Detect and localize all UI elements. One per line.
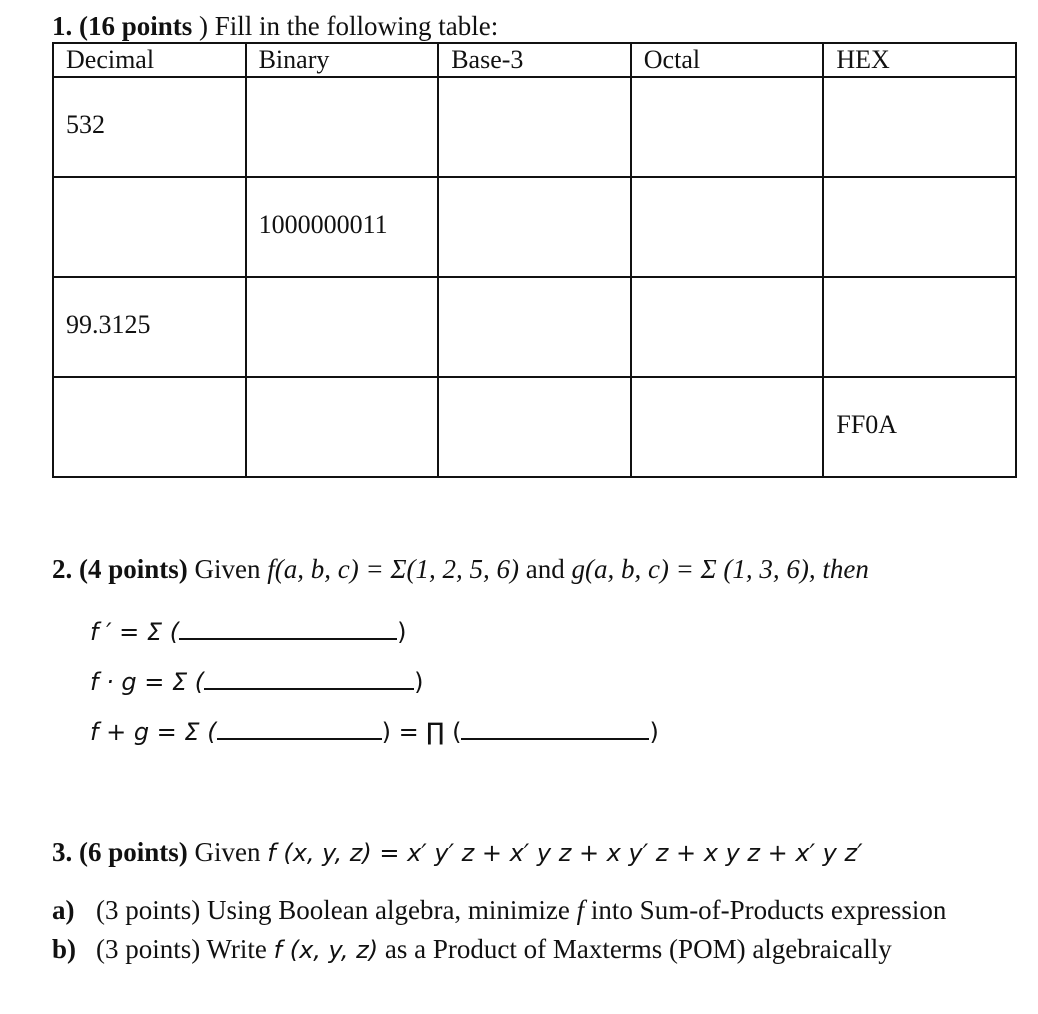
f-plus-g-sum-blank[interactable] [217,718,382,740]
question-3-points: (6 points) [79,837,188,867]
f-prime-lhs: f ′ = Σ ( [90,618,180,646]
table-cell[interactable] [823,277,1016,377]
table-cell[interactable] [631,277,824,377]
question-3-expression: f (x, y, z) = x′ y′ z + x′ y z + x y′ z + x y z + x′ y z′ [267,839,863,867]
header-binary: Binary [246,43,439,77]
table-cell[interactable]: 99.3125 [53,277,246,377]
table-row [53,277,1016,377]
question-2-and: and [525,554,565,584]
table-cell[interactable]: 1000000011 [246,177,439,277]
f-plus-g-product-blank[interactable] [461,718,649,740]
table-cell[interactable] [631,377,824,477]
question-3b-points: (3 points) [96,934,201,964]
header-base3: Base-3 [438,43,631,77]
question-1-paren: ) [199,11,209,41]
question-3b-text-before: Write [206,934,267,964]
f-times-g-line [90,668,423,696]
question-3a-text-after: into Sum-of-Products expression [590,895,947,925]
f-plus-g-mid: ) = ∏ ( [381,718,462,746]
question-2-number: 2. [52,554,73,584]
table-cell[interactable] [246,377,439,477]
header-hex: HEX [823,43,1016,77]
question-2-heading [52,552,869,586]
f-times-g-lhs: f · g = Σ ( [90,668,205,696]
table-cell[interactable] [438,277,631,377]
question-3a-points: (3 points) [96,895,201,925]
table-row [53,177,1016,277]
f-prime-blank[interactable] [179,618,397,640]
table-cell[interactable] [53,377,246,477]
table-cell[interactable] [438,77,631,177]
table-cell[interactable] [246,277,439,377]
table-cell[interactable] [246,77,439,177]
table-cell[interactable] [53,177,246,277]
question-2-points: (4 points) [79,554,188,584]
question-3-number: 3. [52,837,73,867]
table-cell[interactable]: FF0A [823,377,1016,477]
table-cell[interactable] [823,77,1016,177]
question-3-given: Given [194,837,261,867]
f-prime-line [90,618,406,646]
question-3b-f: f (x, y, z) [273,936,379,964]
header-decimal: Decimal [53,43,246,77]
question-2-given: Given [194,554,261,584]
question-1-heading [52,10,498,42]
table-cell[interactable] [438,177,631,277]
f-plus-g-lhs: f + g = Σ ( [90,718,217,746]
f-plus-g-close: ) [649,718,659,746]
table-cell[interactable]: 532 [53,77,246,177]
question-1-text: Fill in the following table: [214,11,499,41]
f-times-g-close: ) [414,668,424,696]
question-3b-label: b) [52,934,77,964]
question-3b [52,932,892,967]
table-row [53,77,1016,177]
question-1-number: 1. [52,11,73,41]
question-3a [52,893,946,927]
question-3a-label: a) [52,895,75,925]
table-cell[interactable] [823,177,1016,277]
question-1-points: (16 points [79,11,193,41]
question-3b-text-after: as a Product of Maxterms (POM) algebraically [384,934,892,964]
f-plus-g-line [90,718,659,746]
question-2-g-definition: g(a, b, c) = Σ (1, 3, 6), then [571,554,869,584]
table-cell[interactable] [631,77,824,177]
f-prime-close: ) [397,618,407,646]
header-octal: Octal [631,43,824,77]
f-times-g-blank[interactable] [204,668,414,690]
table-cell[interactable] [631,177,824,277]
table-header-row [53,43,1016,77]
conversion-table [52,42,1017,478]
table-cell[interactable] [438,377,631,477]
question-3-heading [52,835,863,870]
question-3a-f: f [576,895,585,925]
table-row [53,377,1016,477]
question-3a-text-before: Using Boolean algebra, minimize [207,895,570,925]
question-2-f-definition: f(a, b, c) = Σ(1, 2, 5, 6) [267,554,519,584]
